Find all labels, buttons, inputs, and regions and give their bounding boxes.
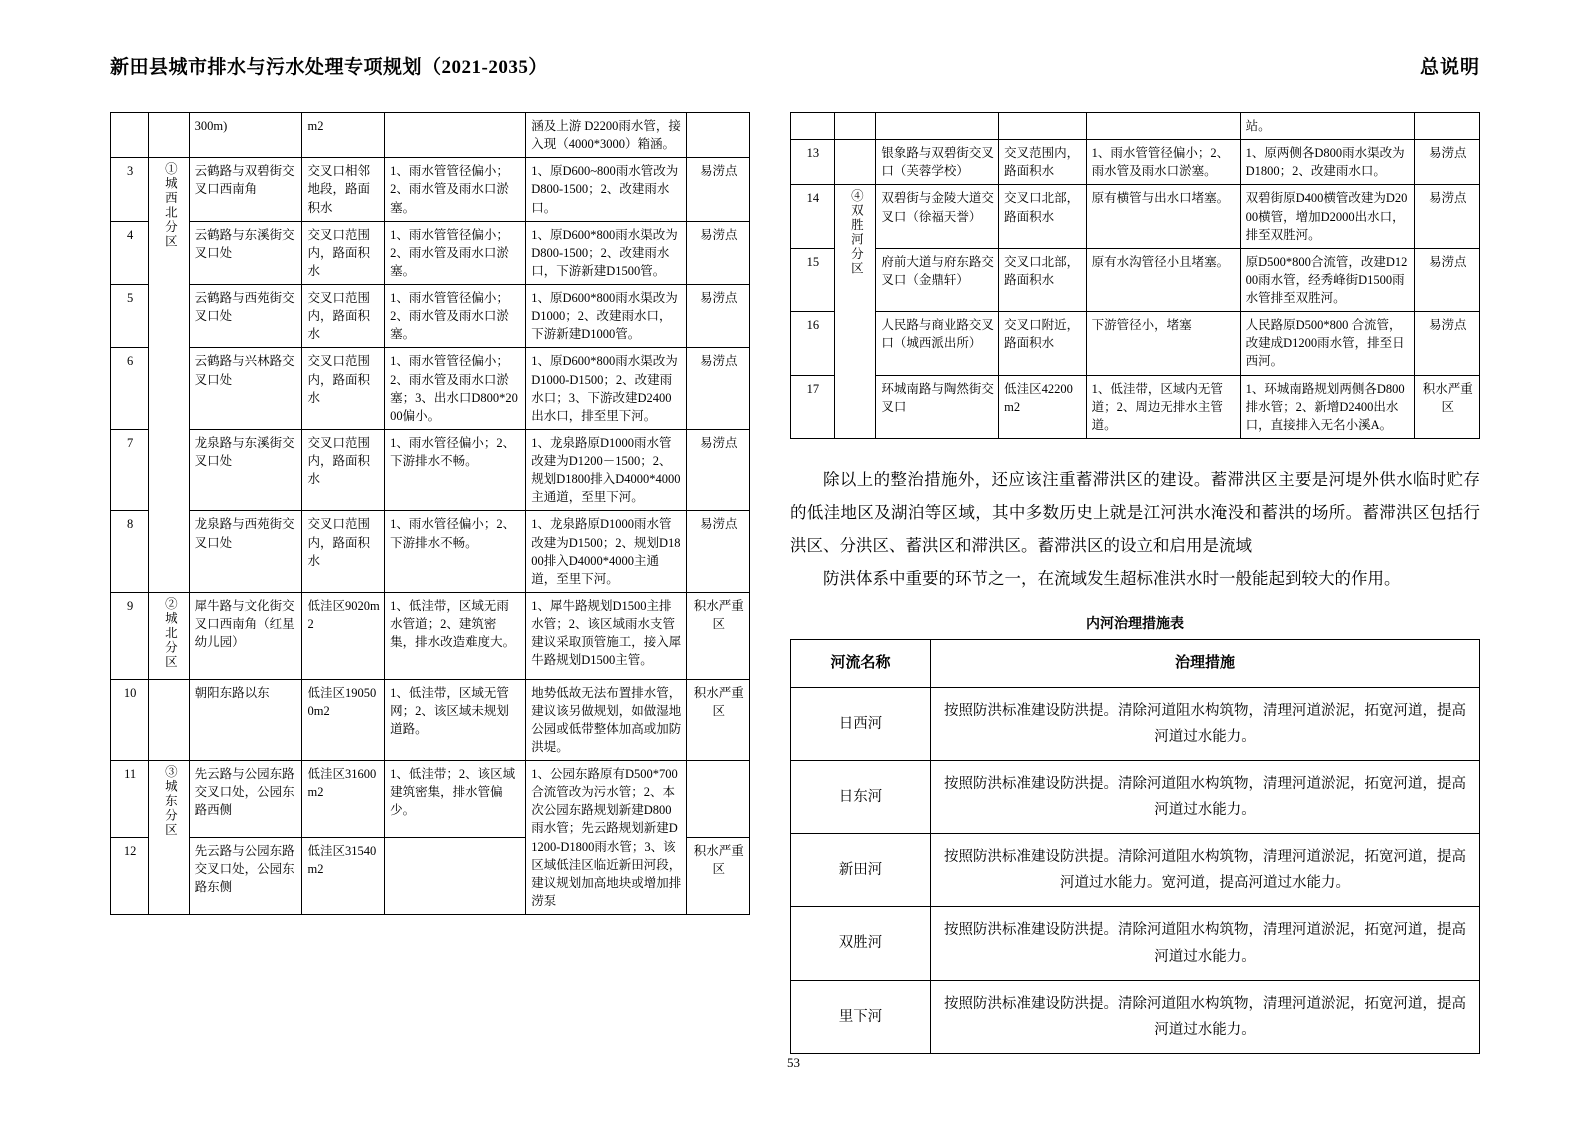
- table-row: [111, 429, 750, 511]
- cell-location: 龙泉路与东溪街交叉口处: [189, 429, 302, 511]
- cell-zone: [149, 113, 189, 158]
- cell-no: 17: [791, 375, 835, 438]
- column-header-measure: 治理措施: [931, 639, 1480, 687]
- table-row: [791, 312, 1480, 375]
- cell-river-measure: 按照防洪标准建设防洪提。清除河道阻水构筑物，清理河道淤泥，拓宽河道，提高河道过水能力。: [931, 761, 1480, 834]
- table-row: [791, 687, 1480, 760]
- cell-area: 交叉口范围内，路面积水: [302, 221, 385, 284]
- cell-river-name: 日西河: [791, 687, 931, 760]
- cell-no: 7: [111, 429, 149, 511]
- cell-location: 朝阳东路以东: [189, 679, 302, 761]
- table-row: [111, 761, 750, 838]
- table-row: [791, 113, 1480, 140]
- cell-measure: 1、犀牛路规划D1500主排水管；2、该区域雨水支管建议采取顶管施工，接入犀牛路规划D1500主管。: [526, 592, 687, 679]
- zone-label: ④双胜河分区: [849, 189, 864, 277]
- cell-area: 交叉口北部，路面积水: [999, 185, 1086, 248]
- cell-type: 易涝点: [687, 221, 750, 284]
- table-row: [111, 592, 750, 679]
- cell-no: 10: [111, 679, 149, 761]
- cell-zone: [149, 592, 189, 679]
- table-row: [791, 761, 1480, 834]
- cell-measure: 1、龙泉路原D1000雨水管改建为D1200－1500；2、规划D1800排入D4000*4000主通道，至里下河。: [526, 429, 687, 511]
- cell-problem: 1、雨水管管径偏小；2、雨水管及雨水口淤塞；3、出水口D800*2000偏小。: [385, 348, 526, 430]
- cell-problem: 1、低洼带，区域内无管道；2、周边无排水主管道。: [1086, 375, 1240, 438]
- cell-area: 交叉范围内，路面积水: [999, 140, 1086, 185]
- table-row: [791, 907, 1480, 980]
- left-column: [110, 112, 750, 915]
- cell-measure: 1、龙泉路原D1000雨水管改建为D1500；2、规划D1800排入D4000*4000主通道，至里下河。: [526, 511, 687, 593]
- cell-river-name: 日东河: [791, 761, 931, 834]
- cell-river-measure: 按照防洪标准建设防洪提。清除河道阻水构筑物，清理河道淤泥，拓宽河道，提高河道过水能力。: [931, 687, 1480, 760]
- cell-measure: 双碧街原D400横管改建为D2000横管，增加D2000出水口，排至双胜河。: [1240, 185, 1415, 248]
- cell-problem: 1、雨水管管径偏小；2、雨水管及雨水口淤塞。: [385, 221, 526, 284]
- cell-type: 易涝点: [1415, 312, 1480, 375]
- body-paragraphs: [790, 463, 1480, 595]
- cell-river-measure: 按照防洪标准建设防洪提。清除河道阻水构筑物，清理河道淤泥，拓宽河道，提高河道过水能力。: [931, 907, 1480, 980]
- cell-area: 低洼区42200m2: [999, 375, 1086, 438]
- cell-location: 环城南路与陶然街交叉口: [876, 375, 999, 438]
- cell-measure: 1、原D600~800雨水管改为D800-1500；2、改建雨水口。: [526, 158, 687, 221]
- waterlogging-table-right: [790, 112, 1480, 439]
- river-table-title: 内河治理措施表: [1086, 616, 1184, 632]
- cell-area: 交叉口范围内，路面积水: [302, 348, 385, 430]
- cell-area: 低洼区9020m2: [302, 592, 385, 679]
- cell-river-name: 双胜河: [791, 907, 931, 980]
- cell-type: [687, 113, 750, 158]
- cell-problem: 1、雨水管径偏小；2、下游排水不畅。: [385, 429, 526, 511]
- table-row: [111, 221, 750, 284]
- cell-no: 12: [111, 838, 149, 915]
- cell-location: 云鹤路与东溪街交叉口处: [189, 221, 302, 284]
- cell-no: 15: [791, 248, 835, 311]
- river-treatment-table: [790, 639, 1480, 1054]
- cell-measure: 人民路原D500*800 合流管，改建成D1200雨水管，排至日西河。: [1240, 312, 1415, 375]
- table-row: [111, 679, 750, 761]
- cell-area: 低洼区190500m2: [302, 679, 385, 761]
- cell-type: 积水严重区: [687, 838, 750, 915]
- cell-type: 易涝点: [1415, 185, 1480, 248]
- table-row: [111, 285, 750, 348]
- cell-area: 低洼区31600m2: [302, 761, 385, 838]
- cell-river-name: 新田河: [791, 834, 931, 907]
- table-header-row: [791, 639, 1480, 687]
- cell-problem: 原有水沟管径小且堵塞。: [1086, 248, 1240, 311]
- cell-zone: [149, 158, 189, 593]
- cell-problem: 原有横管与出水口堵塞。: [1086, 185, 1240, 248]
- cell-area: 交叉口范围内，路面积水: [302, 429, 385, 511]
- right-column: [790, 112, 1480, 1054]
- cell-location: 人民路与商业路交叉口（城西派出所）: [876, 312, 999, 375]
- cell-type: 易涝点: [687, 285, 750, 348]
- table-row: [791, 185, 1480, 248]
- table-row: [111, 348, 750, 430]
- cell-problem: 1、雨水管径偏小；2、下游排水不畅。: [385, 511, 526, 593]
- cell-location: 云鹤路与西苑街交叉口处: [189, 285, 302, 348]
- cell-location: 云鹤路与兴林路交叉口处: [189, 348, 302, 430]
- cell-problem: 下游管径小，堵塞: [1086, 312, 1240, 375]
- column-header-river-name: 河流名称: [791, 639, 931, 687]
- cell-measure: 1、原两侧各D800雨水渠改为D1800；2、改建雨水口。: [1240, 140, 1415, 185]
- cell-measure: 1、原D600*800雨水渠改为D1000；2、改建雨水口，下游新建D1000管。: [526, 285, 687, 348]
- cell-location: 龙泉路与西苑街交叉口处: [189, 511, 302, 593]
- cell-type: 易涝点: [687, 429, 750, 511]
- cell-no: 13: [791, 140, 835, 185]
- cell-type: 易涝点: [687, 158, 750, 221]
- cell-no: 6: [111, 348, 149, 430]
- paragraph-2: 防洪体系中重要的环节之一，在流域发生超标准洪水时一般能起到较大的作用。: [823, 568, 1401, 588]
- zone-label: ①城西北分区: [163, 162, 178, 250]
- cell-location: 银象路与双碧街交叉口（芙蓉学校）: [876, 140, 999, 185]
- cell-location: [876, 113, 999, 140]
- cell-no: 16: [791, 312, 835, 375]
- cell-type: [687, 761, 750, 838]
- cell-area: m2: [302, 113, 385, 158]
- cell-area: 交叉口北部，路面积水: [999, 248, 1086, 311]
- cell-area: 交叉口附近，路面积水: [999, 312, 1086, 375]
- cell-problem: 1、低洼带；2、该区域建筑密集，排水管偏少。: [385, 761, 526, 838]
- cell-measure: 原D500*800合流管，改建D1200雨水管，经秀峰街D1500雨水管排至双胜河。: [1240, 248, 1415, 311]
- cell-zone: [834, 140, 876, 185]
- waterlogging-table-left: [110, 112, 750, 915]
- cell-zone: [149, 679, 189, 761]
- table-row: [111, 511, 750, 593]
- cell-problem: [1086, 113, 1240, 140]
- cell-type: 积水严重区: [687, 679, 750, 761]
- table-row: [791, 248, 1480, 311]
- cell-measure: 1、环城南路规划两侧各D800排水管；2、新增D2400出水口，直接排入无名小溪A。: [1240, 375, 1415, 438]
- cell-problem: 1、低洼带，区域无管网；2、该区域未规划道路。: [385, 679, 526, 761]
- cell-type: 易涝点: [1415, 140, 1480, 185]
- cell-no: [111, 113, 149, 158]
- table-row: [791, 375, 1480, 438]
- table-row: [791, 834, 1480, 907]
- cell-type: 易涝点: [1415, 248, 1480, 311]
- cell-river-name: 里下河: [791, 980, 931, 1053]
- zone-label: ③城东分区: [163, 765, 178, 838]
- cell-type: 易涝点: [687, 348, 750, 430]
- cell-measure: 1、原D600*800雨水渠改为D1000-D1500；2、改建雨水口；3、下游改建D2400出水口，排至里下河。: [526, 348, 687, 430]
- table-row: [111, 158, 750, 221]
- cell-type: 易涝点: [687, 511, 750, 593]
- cell-no: 3: [111, 158, 149, 221]
- table-row: [791, 140, 1480, 185]
- cell-no: 11: [111, 761, 149, 838]
- cell-problem: 1、雨水管管径偏小；2、雨水管及雨水口淤塞。: [1086, 140, 1240, 185]
- cell-location: 双碧街与金陵大道交叉口（徐福天誉）: [876, 185, 999, 248]
- table-row: [791, 980, 1480, 1053]
- cell-type: 积水严重区: [1415, 375, 1480, 438]
- page-header: [110, 52, 1480, 79]
- cell-measure: 地势低故无法布置排水管，建议该另做规划，如做湿地公园或低带整体加高或加防洪堤。: [526, 679, 687, 761]
- cell-location: 府前大道与府东路交叉口（金鼎轩）: [876, 248, 999, 311]
- cell-river-measure: 按照防洪标准建设防洪提。清除河道阻水构筑物，清理河道淤泥，拓宽河道，提高河道过水能力。: [931, 980, 1480, 1053]
- cell-problem: 1、雨水管管径偏小；2、雨水管及雨水口淤塞。: [385, 158, 526, 221]
- cell-problem: 1、雨水管管径偏小；2、雨水管及雨水口淤塞。: [385, 285, 526, 348]
- page-number: 53: [787, 1055, 800, 1070]
- header-title-left: 新田县城市排水与污水处理专项规划（2021-2035）: [110, 57, 548, 78]
- cell-problem: 1、低洼带，区域无雨水管道；2、建筑密集，排水改造难度大。: [385, 592, 526, 679]
- cell-location: 云鹤路与双碧街交叉口西南角: [189, 158, 302, 221]
- cell-location: 先云路与公园东路交叉口处，公园东路西侧: [189, 761, 302, 838]
- cell-location: 300m): [189, 113, 302, 158]
- paragraph-1: 除以上的整治措施外，还应该注重蓄滞洪区的建设。蓄滞洪区主要是河堤外供水临时贮存的低洼地区及湖泊等区域，其中多数历史上就是江河洪水淹没和蓄洪的场所。蓄滞洪区包括行洪区、分洪区、蓄洪区和滞洪区。蓄滞洪区的设立和启用是流域: [790, 469, 1480, 555]
- cell-no: 5: [111, 285, 149, 348]
- cell-location: 犀牛路与文化街交叉口西南角（红星幼儿园）: [189, 592, 302, 679]
- cell-zone: [834, 185, 876, 439]
- cell-type: [1415, 113, 1480, 140]
- cell-no: [791, 113, 835, 140]
- cell-measure: 站。: [1240, 113, 1415, 140]
- cell-zone: [149, 761, 189, 915]
- cell-river-measure: 按照防洪标准建设防洪提。清除河道阻水构筑物，清理河道淤泥，拓宽河道，提高河道过水能力。宽河道，提高河道过水能力。: [931, 834, 1480, 907]
- cell-no: 8: [111, 511, 149, 593]
- cell-measure: 1、原D600*800雨水渠改为D800-1500；2、改建雨水口，下游新建D1500管。: [526, 221, 687, 284]
- table-row: [111, 113, 750, 158]
- cell-area: [999, 113, 1086, 140]
- cell-area: 交叉口范围内，路面积水: [302, 285, 385, 348]
- header-title-right: 总说明: [1419, 57, 1480, 78]
- cell-no: 4: [111, 221, 149, 284]
- cell-problem: [385, 838, 526, 915]
- cell-area: 交叉口相邻地段，路面积水: [302, 158, 385, 221]
- cell-location: 先云路与公园东路交叉口处，公园东路东侧: [189, 838, 302, 915]
- cell-measure: 1、公园东路原有D500*700合流管改为污水管；2、本次公园东路规划新建D800雨水管；先云路规划新建D1200-D1800雨水管；3、该区域低洼区临近新田河段，建议规划加高地块或增加排涝泵: [526, 761, 687, 915]
- cell-no: 9: [111, 592, 149, 679]
- cell-measure: 涵及上游 D2200雨水管，接入现（4000*3000）箱涵。: [526, 113, 687, 158]
- cell-area: 交叉口范围内，路面积水: [302, 511, 385, 593]
- cell-zone: [834, 113, 876, 140]
- cell-problem: [385, 113, 526, 158]
- cell-type: 积水严重区: [687, 592, 750, 679]
- cell-no: 14: [791, 185, 835, 248]
- zone-label: ②城北分区: [163, 596, 178, 670]
- cell-area: 低洼区31540m2: [302, 838, 385, 915]
